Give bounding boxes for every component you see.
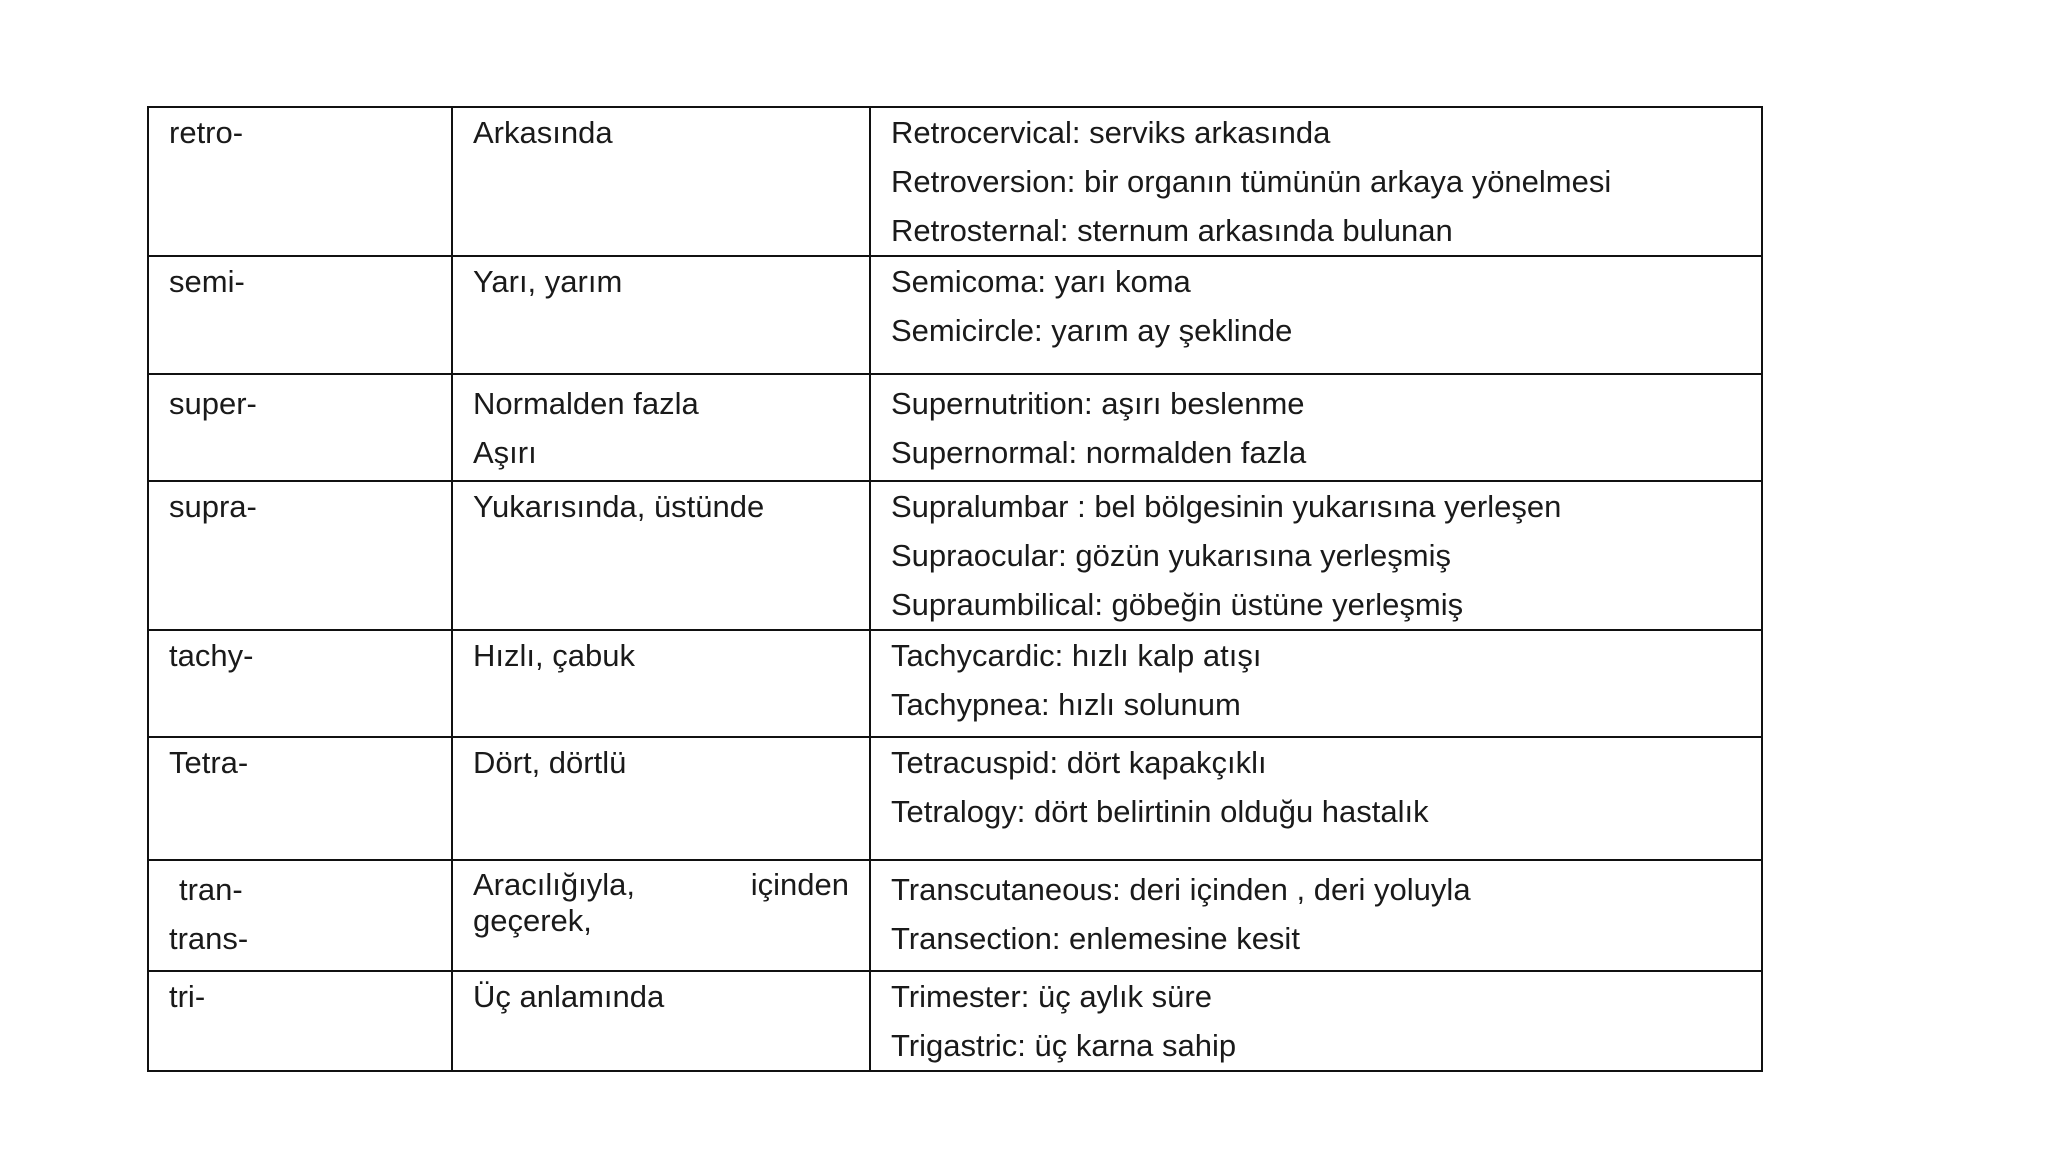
meaning-text: Arkasında — [473, 115, 613, 150]
example-text: Trimester: üç aylık süre — [891, 979, 1212, 1014]
prefix-cell — [148, 481, 452, 630]
meaning-cell — [452, 860, 870, 971]
example-text: Supernormal: normalden fazla — [891, 435, 1307, 470]
meaning-text: Dört, dörtlü — [473, 745, 627, 780]
example-text: Transcutaneous: deri içinden , deri yoluyla — [891, 872, 1471, 907]
table-row — [148, 737, 1762, 860]
prefix-cell — [148, 374, 452, 481]
example-text: Retroversion: bir organın tümünün arkaya yönelmesi — [891, 164, 1612, 199]
meaning-text: Üç anlamında — [473, 979, 665, 1014]
prefix-text: semi- — [169, 264, 245, 299]
example-text: Transection: enlemesine kesit — [891, 921, 1300, 956]
prefix-text: tran- — [179, 872, 243, 907]
prefix-cell — [148, 860, 452, 971]
example-text: Supralumbar : bel bölgesinin yukarısına yerleşen — [891, 489, 1562, 524]
examples-cell — [870, 630, 1762, 737]
prefix-cell — [148, 256, 452, 374]
meaning-cell — [452, 737, 870, 860]
meaning-text: Normalden fazla — [473, 386, 699, 421]
prefix-cell — [148, 630, 452, 737]
prefix-cell — [148, 107, 452, 256]
table-row — [148, 256, 1762, 374]
table-row — [148, 107, 1762, 256]
examples-cell — [870, 860, 1762, 971]
prefix-text: tri- — [169, 979, 206, 1014]
meaning-cell — [452, 971, 870, 1071]
meaning-cell — [452, 481, 870, 630]
prefix-table — [147, 106, 1763, 1072]
example-text: Supraocular: gözün yukarısına yerleşmiş — [891, 538, 1451, 573]
meaning-text: Yarı, yarım — [473, 264, 623, 299]
meaning-text: Aşırı — [473, 435, 537, 470]
table-row — [148, 374, 1762, 481]
example-text: Tetracuspid: dört kapakçıklı — [891, 745, 1267, 780]
example-text: Retrocervical: serviks arkasında — [891, 115, 1331, 150]
example-text: Retrosternal: sternum arkasında bulunan — [891, 213, 1453, 248]
examples-cell — [870, 481, 1762, 630]
meaning-cell — [452, 374, 870, 481]
example-text: Supernutrition: aşırı beslenme — [891, 386, 1305, 421]
prefix-cell — [148, 971, 452, 1071]
table-row — [148, 860, 1762, 971]
examples-cell — [870, 737, 1762, 860]
table-row — [148, 630, 1762, 737]
prefix-text: trans- — [169, 921, 249, 956]
prefix-text: tachy- — [169, 638, 254, 673]
meaning-cell — [452, 630, 870, 737]
example-text: Supraumbilical: göbeğin üstüne yerleşmiş — [891, 587, 1464, 622]
example-text: Tachypnea: hızlı solunum — [891, 687, 1241, 722]
table-row — [148, 481, 1762, 630]
example-text: Tetralogy: dört belirtinin olduğu hastalık — [891, 794, 1429, 829]
examples-cell — [870, 107, 1762, 256]
example-text: Tachycardic: hızlı kalp atışı — [891, 638, 1262, 673]
prefix-text: supra- — [169, 489, 257, 524]
meaning-text: Aracılığıyla, içinden geçerek, — [473, 867, 849, 938]
examples-cell — [870, 256, 1762, 374]
examples-cell — [870, 374, 1762, 481]
prefix-text: retro- — [169, 115, 244, 150]
meaning-text: Yukarısında, üstünde — [473, 489, 765, 524]
example-text: Semicircle: yarım ay şeklinde — [891, 313, 1293, 348]
example-text: Trigastric: üç karna sahip — [891, 1028, 1237, 1063]
meaning-cell — [452, 256, 870, 374]
meaning-text: Hızlı, çabuk — [473, 638, 635, 673]
examples-cell — [870, 971, 1762, 1071]
prefix-text: Tetra- — [169, 745, 249, 780]
example-text: Semicoma: yarı koma — [891, 264, 1191, 299]
prefix-text: super- — [169, 386, 257, 421]
meaning-cell — [452, 107, 870, 256]
table-row — [148, 971, 1762, 1071]
prefix-cell — [148, 737, 452, 860]
